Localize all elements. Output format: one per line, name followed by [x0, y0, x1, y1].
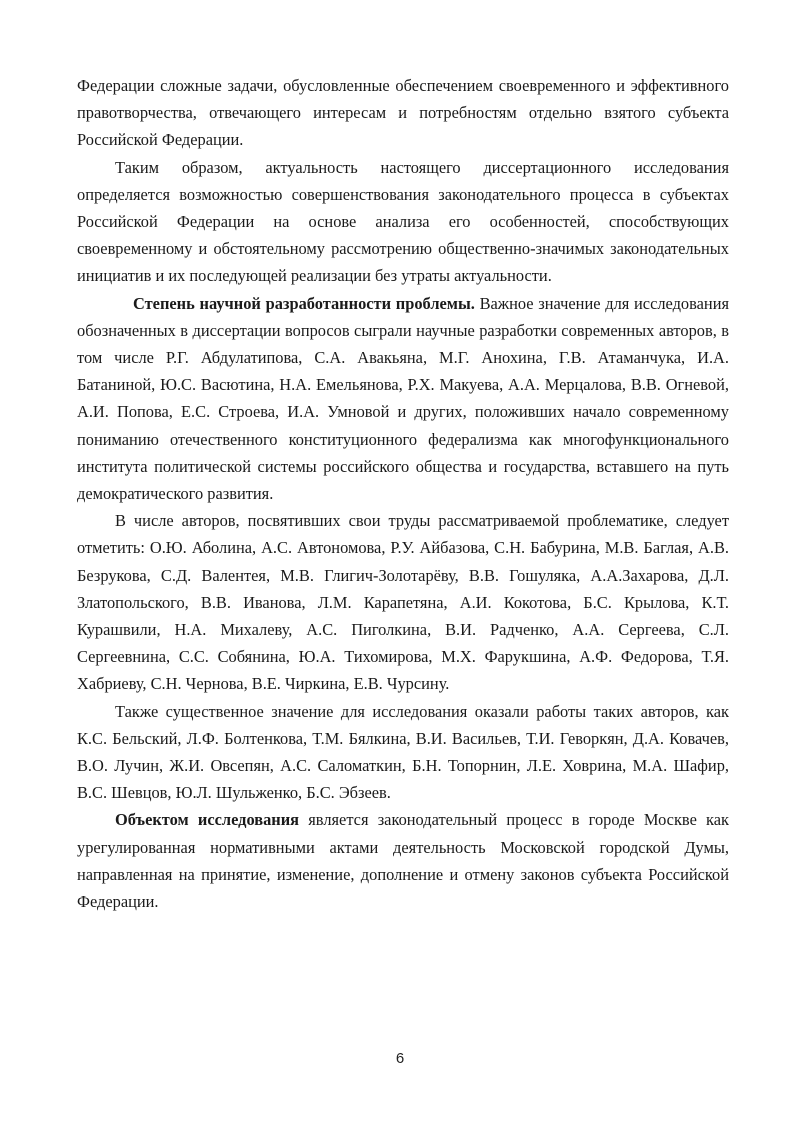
paragraph-6-text: является законодательный процесс в городе Москве как урегулированная нормативными актами деятельность Московской городской Думы, направленная на принятие, изменение, дополнение и отмену законов субъекта Российской Федерации.: [77, 810, 730, 912]
paragraph-1-text: Федерации сложные задачи, обусловленные обеспечением своевременного и эффективного правотворчества, отвечающего интересам и потребностям отдельно взятого субъекта Российской Федерации.: [77, 76, 729, 150]
paragraph-5-text: Также существенное значение для исследования оказали работы таких авторов, как К.С. Бельский, Л.Ф. Болтенкова, Т.М. Бялкина, В.И. Васильев, Т.И. Геворкян, Д.А. Ковачев, В.О. Лучин, Ж.И. Овсепян, А.С. Саломаткин, Б.Н. Топорнин, Л.Е. Ховрина, М.А. Шафир, В.С. Шевцов, Ю.Л. Шульженко, Б.С. Эбзеев.: [77, 701, 729, 803]
paragraph-5: [77, 698, 729, 807]
paragraph-4: [77, 507, 729, 697]
paragraph-6: [77, 806, 729, 915]
page-body: [77, 72, 729, 915]
paragraph-6-heading: Объектом исследования: [115, 810, 300, 830]
paragraph-1: [77, 72, 729, 154]
paragraph-4-text: В числе авторов, посвятивших свои труды рассматриваемой проблематике, следует отметить: О.Ю. Аболина, А.С. Автономова, Р.У. Айбазова, С.Н. Бабурина, М.В. Баглая, А.В. Безрукова, С.Д. Валентея, М.В. Глигич-Золотарёву, В.В. Гошуляка, А.А.Захарова, Д.Л. Златопольского, В.В. Иванова, Л.М. Карапетяна, А.И. Кокотова, Б.С. Крылова, К.Т. Курашвили, Н.А. Михалеву, А.С. Пиголкина, В.И. Радченко, А.А. Сергеева, С.Л. Сергеевнина, С.С. Собянина, Ю.А. Тихомирова, М.Х. Фарукшина, А.Ф. Федорова, Т.Я. Хабриеву, С.Н. Чернова, В.Е. Чиркина, Е.В. Чурсину.: [77, 511, 729, 694]
paragraph-3-text: Важное значение для исследования обозначенных в диссертации вопросов сыграли научные разработки современных авторов, в том числе Р.Г. Абдулатипова, С.А. Авакьяна, М.Г. Анохина, Г.В. Атаманчука, И.А. Батаниной, Ю.С. Васютина, Н.А. Емельянова, Р.Х. Макуева, А.А. Мерцалова, В.В. Огневой, А.И. Попова, Е.С. Строева, И.А. Умновой и других, положивших начало современному пониманию отечественного конституционного федерализма как многофункционального института политической системы российского общества и государства, вставшего на путь демократического развития.: [77, 293, 730, 504]
page-number: 6: [395, 1050, 405, 1067]
paragraph-3: [77, 290, 729, 508]
paragraph-2-text: Таким образом, актуальность настоящего диссертационного исследования определяется возможностью совершенствования законодательного процесса в субъектах Российской Федерации на основе анализа его особенностей, способствующих своевременному и обстоятельному рассмотрению общественно-значимых законодательных инициатив и их последующей реализации без утраты актуальности.: [77, 157, 729, 286]
paragraph-2: [77, 154, 729, 290]
paragraph-3-heading: Степень научной разработанности проблемы.: [133, 293, 475, 313]
